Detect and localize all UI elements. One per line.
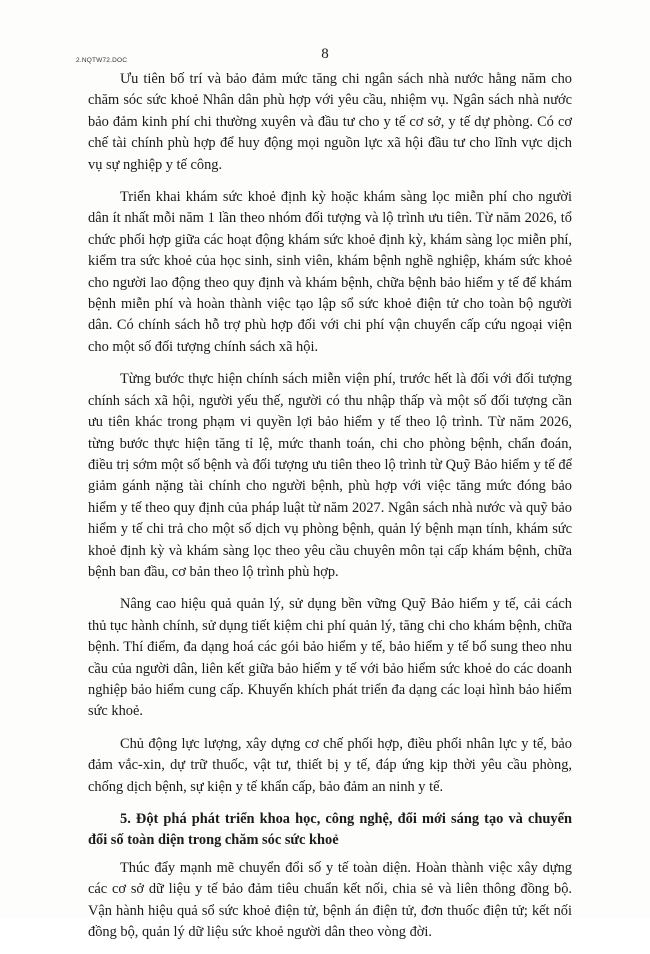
paragraph-budget-priority: Ưu tiên bố trí và bảo đảm mức tăng chi ngân sách nhà nước hằng năm cho chăm sóc sức khoẻ Nhân dân phù hợp với yêu cầu, nhiệm vụ. Ngân sách nhà nước bảo đảm kinh phí chi thường xuyên và đầu tư cho y tế cơ sở, y tế dự phòng. Có cơ chế tài chính phù hợp để huy động mọi nguồn lực xã hội đầu tư cho lĩnh vực dịch vụ sự nghiệp y tế công.	[88, 71, 572, 173]
paragraph-health-checkups: Triển khai khám sức khoẻ định kỳ hoặc khám sàng lọc miễn phí cho người dân ít nhất mỗi năm 1 lần theo nhóm đối tượng và lộ trình ưu tiên. Từ năm 2026, tổ chức phối hợp giữa các hoạt động khám sức khoẻ định kỳ, khám sàng lọc miễn phí, kiểm tra sức khoẻ của học sinh, sinh viên, khám bệnh nghề nghiệp, khám sức khoẻ cho người lao động theo quy định và khám bệnh, chữa bệnh bảo hiểm y tế để khám bệnh miễn phí và hoàn thành việc tạo lập sổ sức khoẻ điện tử cho toàn bộ người dân. Có chính sách hỗ trợ phù hợp đối với chi phí vận chuyển cấp cứu ngoại viện cho một số đối tượng chính sách xã hội.	[88, 189, 572, 355]
section-heading: 5. Đột phá phát triển khoa học, công nghệ, đổi mới sáng tạo và chuyển đổi số toàn diện trong chăm sóc sức khoẻ	[88, 811, 572, 849]
paragraph-epidemic-preparedness: Chủ động lực lượng, xây dựng cơ chế phối hợp, điều phối nhân lực y tế, bảo đảm vắc-xin, dự trữ thuốc, vật tư, thiết bị y tế, đáp ứng kịp thời yêu cầu phòng, chống dịch bệnh, sự kiện y tế khẩn cấp, bảo đảm an ninh y tế.	[88, 735, 572, 795]
paragraph-hospital-fee-exemption: Từng bước thực hiện chính sách miễn viện phí, trước hết là đối với đối tượng chính sách xã hội, người yếu thế, người có thu nhập thấp và một số đối tượng cần ưu tiên khác trong phạm vi quyền lợi bảo hiểm y tế theo lộ trình. Từ năm 2026, từng bước thực hiện tăng tỉ lệ, mức thanh toán, chi cho phòng bệnh, chẩn đoán, điều trị sớm một số bệnh và đối tượng ưu tiên theo lộ trình từ Quỹ Bảo hiểm y tế để giảm gánh nặng tài chính cho người bệnh, phù hợp với việc tăng mức đóng bảo hiểm y tế theo quy định của pháp luật từ năm 2027. Ngân sách nhà nước và quỹ bảo hiểm y tế chi trả cho một số dịch vụ phòng bệnh, quản lý bệnh mạn tính, khám sức khoẻ định kỳ và khám sàng lọc theo yêu cầu chuyên môn tại cấp khám bệnh, chữa bệnh ban đầu, cơ bản theo lộ trình phù hợp.	[88, 371, 572, 580]
document-filename: 2.NQTW72.DOC	[76, 57, 128, 64]
paragraph-digital-transformation: Thúc đẩy mạnh mẽ chuyển đổi số y tế toàn diện. Hoàn thành việc xây dựng các cơ sở dữ liệu y tế bảo đảm tiêu chuẩn kết nối, chia sẻ và liên thông đồng bộ. Vận hành hiệu quả sổ sức khoẻ điện tử, bệnh án điện tử, đơn thuốc điện tử; kết nối đồng bộ, quản lý dữ liệu sức khoẻ người dân theo vòng đời.	[88, 859, 572, 941]
page-number: 8	[321, 46, 329, 62]
paragraph-insurance-fund-management: Nâng cao hiệu quả quản lý, sử dụng bền vững Quỹ Bảo hiểm y tế, cải cách thủ tục hành chính, sử dụng tiết kiệm chi phí quản lý, tăng chi cho khám bệnh, chữa bệnh. Thí điểm, đa dạng hoá các gói bảo hiểm y tế, bảo hiểm y tế bổ sung theo nhu cầu của người dân, liên kết giữa bảo hiểm y tế với bảo hiểm sức khoẻ do các doanh nghiệp bảo hiểm cung cấp. Khuyến khích phát triển đa dạng các loại hình bảo hiểm sức khoẻ.	[88, 596, 572, 720]
document-body	[88, 69, 572, 954]
